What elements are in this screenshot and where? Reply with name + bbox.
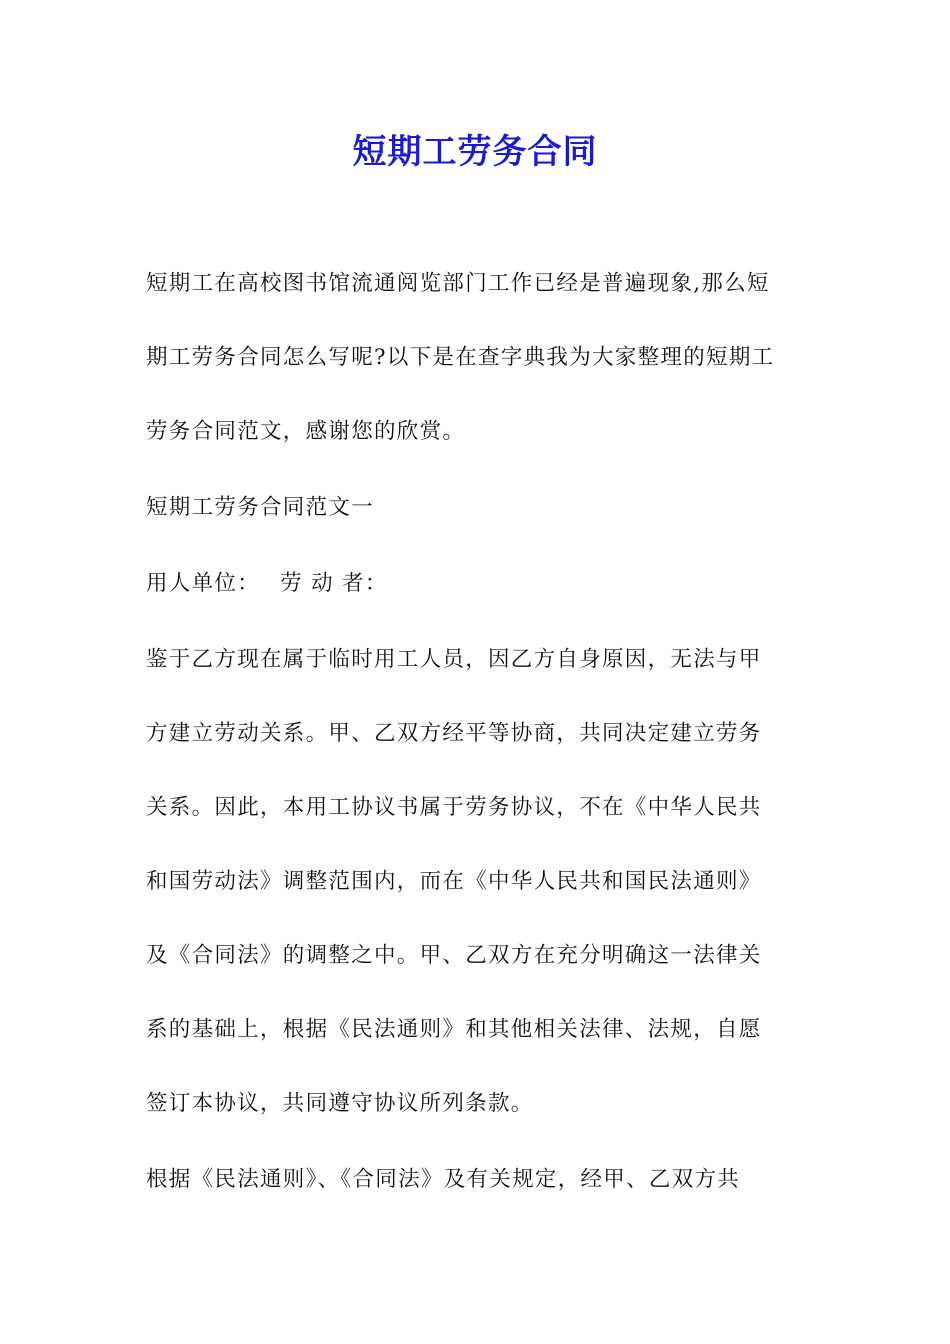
parties-line: 用人单位： 劳 动 者： [146, 571, 388, 596]
document-title: 短期工劳务合同 [352, 132, 598, 172]
paragraph-line: 签订本协议，共同遵守协议所列条款。 [146, 1091, 534, 1116]
paragraph-line: 方建立劳动关系。甲、乙双方经平等协商，共同决定建立劳务 [146, 721, 762, 746]
section-heading: 短期工劳务合同范文一 [146, 495, 375, 520]
paragraph-line: 及《合同法》的调整之中。甲、乙双方在充分明确这一法律关 [146, 943, 762, 968]
paragraph-line: 鉴于乙方现在属于临时用工人员，因乙方自身原因，无法与甲 [146, 647, 762, 672]
paragraph-line: 和国劳动法》调整范围内，而在《中华人民共和国民法通则》 [146, 869, 762, 894]
paragraph-line: 系的基础上，根据《民法通则》和其他相关法律、法规，自愿 [146, 1017, 762, 1042]
paragraph-line: 关系。因此，本用工协议书属于劳务协议，不在《中华人民共 [146, 795, 762, 820]
paragraph-line: 短期工在高校图书馆流通阅览部门工作已经是普遍现象,那么短 [146, 271, 770, 296]
paragraph-line: 期工劳务合同怎么写呢?以下是在查字典我为大家整理的短期工 [146, 345, 775, 370]
paragraph-line: 根据《民法通则》、《合同法》及有关规定，经甲、乙双方共 [146, 1167, 741, 1192]
paragraph-line: 劳务合同范文，感谢您的欣赏。 [146, 419, 466, 444]
